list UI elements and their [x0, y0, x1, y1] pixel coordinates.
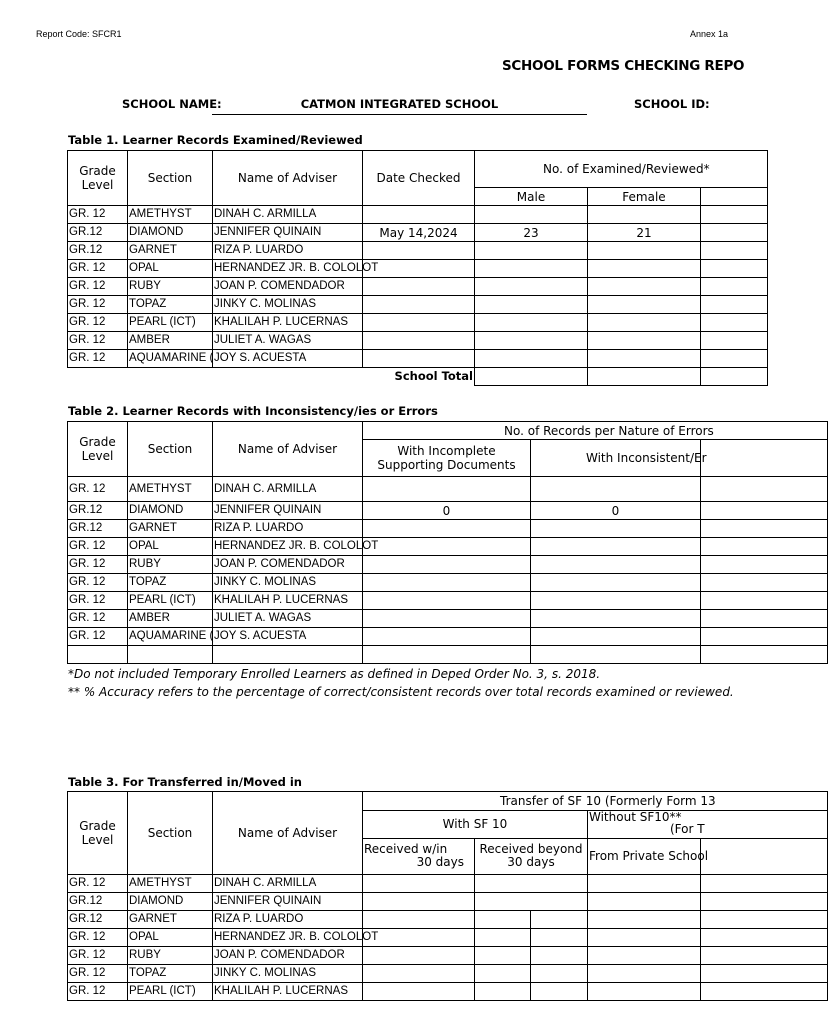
grade-cell: GR. 12 [68, 574, 128, 592]
adviser-cell: DINAH C. ARMILLA [213, 875, 363, 893]
table-row [68, 224, 768, 242]
grade-cell: GR. 12 [68, 628, 128, 646]
table3 [66, 791, 716, 1003]
extra-cell [701, 278, 768, 296]
beyond-cell-a [475, 911, 531, 929]
table-row [68, 502, 828, 520]
table-row [68, 260, 768, 278]
table-row-blank [68, 646, 828, 664]
table-row [68, 911, 828, 929]
date-cell [363, 260, 475, 278]
section-cell: RUBY [128, 947, 213, 965]
grade-cell: GR.12 [68, 520, 128, 538]
inconsistent-cell [531, 556, 701, 574]
inconsistent-cell [531, 628, 701, 646]
extra-cell [701, 242, 768, 260]
grade-cell: GR. 12 [68, 538, 128, 556]
male-cell [475, 350, 588, 368]
t1-header-female: Female [588, 188, 701, 206]
footnote-2: ** % Accuracy refers to the percentage of correct/consistent records over total records examined or reviewed. [68, 685, 734, 699]
adviser-cell: JOAN P. COMENDADOR [213, 278, 363, 296]
table-row [68, 556, 828, 574]
footnote-1: *Do not included Temporary Enrolled Learners as defined in Deped Order No. 3, s. 2018. [68, 667, 601, 681]
section-cell: GARNET [128, 911, 213, 929]
section-cell: RUBY [128, 278, 213, 296]
male-cell [475, 278, 588, 296]
grade-cell: GR. 12 [68, 278, 128, 296]
table-row [68, 592, 828, 610]
within-cell [363, 911, 475, 929]
beyond-cell-a [475, 929, 531, 947]
extra-cell [701, 947, 828, 965]
inconsistent-cell [531, 592, 701, 610]
adviser-cell: HERNANDEZ JR. B. COLOLOT [213, 929, 363, 947]
section-cell: DIAMOND [128, 502, 213, 520]
table-row [68, 983, 828, 1001]
grade-cell: GR. 12 [68, 983, 128, 1001]
blank-cell [68, 646, 128, 664]
private-cell [588, 875, 701, 893]
beyond-cell-b [531, 965, 588, 983]
table-row [68, 242, 768, 260]
adviser-cell: JOAN P. COMENDADOR [213, 556, 363, 574]
adviser-cell: RIZA P. LUARDO [213, 242, 363, 260]
table-row [68, 538, 828, 556]
table-row [68, 520, 828, 538]
incomplete-cell [363, 574, 531, 592]
t1-header-male: Male [475, 188, 588, 206]
blank-cell [363, 646, 531, 664]
total-female [588, 368, 701, 386]
date-cell [363, 332, 475, 350]
section-cell: DIAMOND [128, 893, 213, 911]
table-row [68, 929, 828, 947]
grade-cell: GR.12 [68, 224, 128, 242]
blank-cell [213, 646, 363, 664]
section-cell: DIAMOND [128, 224, 213, 242]
extra-cell [701, 893, 828, 911]
male-cell [475, 242, 588, 260]
section-cell: AMETHYST [128, 477, 213, 502]
blank-cell [531, 646, 701, 664]
grade-cell: GR. 12 [68, 206, 128, 224]
adviser-cell: JINKY C. MOLINAS [213, 965, 363, 983]
grade-cell: GR.12 [68, 502, 128, 520]
adviser-cell: RIZA P. LUARDO [213, 520, 363, 538]
private-cell [588, 947, 701, 965]
grade-cell: GR. 12 [68, 314, 128, 332]
section-cell: AMBER [128, 332, 213, 350]
school-name-label: SCHOOL NAME: [122, 97, 222, 111]
female-cell [588, 314, 701, 332]
male-cell [475, 296, 588, 314]
section-cell: GARNET [128, 520, 213, 538]
female-cell: 21 [588, 224, 701, 242]
female-cell [588, 296, 701, 314]
male-cell: 23 [475, 224, 588, 242]
table-row [68, 965, 828, 983]
extra-cell [701, 477, 828, 502]
section-cell: AQUAMARINE ( [128, 350, 213, 368]
extra-cell [701, 556, 828, 574]
t1-header-section: Section [128, 151, 213, 206]
grade-cell: GR. 12 [68, 350, 128, 368]
within-cell [363, 983, 475, 1001]
t3-header-private: From Private School [588, 838, 701, 874]
grade-cell: GR. 12 [68, 965, 128, 983]
female-cell [588, 206, 701, 224]
t2-header-inconsistent: With Inconsistent/Er [531, 440, 701, 477]
section-cell: AQUAMARINE ( [128, 628, 213, 646]
table-row [68, 332, 768, 350]
date-cell [363, 314, 475, 332]
annex-label: Annex 1a [690, 29, 729, 39]
table-row [68, 610, 828, 628]
form-title: SCHOOL FORMS CHECKING REPO [502, 58, 745, 74]
grade-cell: GR. 12 [68, 875, 128, 893]
extra-cell [701, 610, 828, 628]
adviser-cell: KHALILAH P. LUCERNAS [213, 314, 363, 332]
extra-cell [701, 538, 828, 556]
private-cell [588, 893, 701, 911]
date-cell [363, 350, 475, 368]
adviser-cell: KHALILAH P. LUCERNAS [213, 592, 363, 610]
section-cell: GARNET [128, 242, 213, 260]
adviser-cell: JULIET A. WAGAS [213, 610, 363, 628]
female-cell [588, 350, 701, 368]
school-total-row [68, 368, 768, 386]
section-cell: RUBY [128, 556, 213, 574]
extra-cell [701, 628, 828, 646]
total-male [475, 368, 588, 386]
incomplete-cell [363, 477, 531, 502]
section-cell: AMBER [128, 610, 213, 628]
date-cell [363, 278, 475, 296]
t3-header-transfer: Transfer of SF 10 (Formerly Form 13 [363, 792, 828, 811]
male-cell [475, 206, 588, 224]
section-cell: AMETHYST [128, 875, 213, 893]
section-cell: OPAL [128, 260, 213, 278]
extra-cell [701, 983, 828, 1001]
adviser-cell: JOAN P. COMENDADOR [213, 947, 363, 965]
adviser-cell: DINAH C. ARMILLA [213, 206, 363, 224]
table2-caption: Table 2. Learner Records with Inconsistency/ies or Errors [68, 404, 438, 418]
section-cell: PEARL (ICT) [128, 983, 213, 1001]
male-cell [475, 260, 588, 278]
school-id-label: SCHOOL ID: [634, 97, 710, 111]
table-row [68, 278, 768, 296]
grade-cell: GR. 12 [68, 260, 128, 278]
within-cell [363, 947, 475, 965]
section-cell: OPAL [128, 538, 213, 556]
table-row [68, 947, 828, 965]
t1-header-adviser: Name of Adviser [213, 151, 363, 206]
t2-header-section: Section [128, 422, 213, 477]
t3-header-within: Received w/in 30 days [363, 838, 475, 874]
section-cell: TOPAZ [128, 965, 213, 983]
school-name-value: CATMON INTEGRATED SCHOOL [212, 97, 587, 115]
extra-cell [701, 314, 768, 332]
incomplete-cell [363, 538, 531, 556]
table1-caption: Table 1. Learner Records Examined/Reviewed [68, 133, 363, 147]
table-row [68, 574, 828, 592]
incomplete-cell [363, 610, 531, 628]
total-blank [68, 368, 363, 386]
incomplete-cell [363, 520, 531, 538]
incomplete-cell [363, 592, 531, 610]
grade-cell: GR. 12 [68, 929, 128, 947]
extra-cell [701, 911, 828, 929]
extra-cell [701, 520, 828, 538]
inconsistent-cell [531, 520, 701, 538]
beyond-cell [475, 875, 588, 893]
adviser-cell: JULIET A. WAGAS [213, 332, 363, 350]
within-cell [363, 875, 475, 893]
table-row [68, 477, 828, 502]
inconsistent-cell [531, 477, 701, 502]
section-cell: OPAL [128, 929, 213, 947]
extra-cell [701, 296, 768, 314]
adviser-cell: JENNIFER QUINAIN [213, 893, 363, 911]
t3-header-section: Section [128, 792, 213, 875]
school-total-label: School Total [363, 368, 475, 386]
t1-header-date: Date Checked [363, 151, 475, 206]
female-cell [588, 278, 701, 296]
grade-cell: GR. 12 [68, 610, 128, 628]
adviser-cell: RIZA P. LUARDO [213, 911, 363, 929]
adviser-cell: JENNIFER QUINAIN [213, 502, 363, 520]
date-cell [363, 242, 475, 260]
extra-cell [701, 206, 768, 224]
table2 [66, 421, 714, 668]
t3-header-with-sf10: With SF 10 [363, 810, 588, 838]
private-cell [588, 983, 701, 1001]
table-row [68, 875, 828, 893]
section-cell: TOPAZ [128, 574, 213, 592]
beyond-cell-b [531, 929, 588, 947]
grade-cell: GR.12 [68, 911, 128, 929]
inconsistent-cell [531, 538, 701, 556]
total-extra [701, 368, 768, 386]
table3-caption: Table 3. For Transferred in/Moved in [68, 775, 302, 789]
grade-cell: GR.12 [68, 893, 128, 911]
beyond-cell-a [475, 965, 531, 983]
private-cell [588, 965, 701, 983]
adviser-cell: JOY S. ACUESTA [213, 350, 363, 368]
section-cell: TOPAZ [128, 296, 213, 314]
beyond-cell-b [531, 983, 588, 1001]
within-cell [363, 929, 475, 947]
extra-cell [701, 574, 828, 592]
table-row [68, 314, 768, 332]
report-code: Report Code: SFCR1 [36, 29, 122, 39]
t3-header-adviser: Name of Adviser [213, 792, 363, 875]
blank-cell [701, 646, 828, 664]
adviser-cell: JOY S. ACUESTA [213, 628, 363, 646]
incomplete-cell [363, 628, 531, 646]
extra-cell [701, 965, 828, 983]
date-cell [363, 296, 475, 314]
t3-header-beyond: Received beyond 30 days [475, 838, 588, 874]
female-cell [588, 242, 701, 260]
extra-cell [701, 260, 768, 278]
extra-cell [701, 592, 828, 610]
t2-header-incomplete: With Incomplete Supporting Documents [363, 440, 531, 477]
t3-header-grade: Grade Level [68, 792, 128, 875]
table-row [68, 350, 768, 368]
private-cell [588, 929, 701, 947]
inconsistent-cell [531, 610, 701, 628]
grade-cell: GR.12 [68, 242, 128, 260]
extra-cell [701, 224, 768, 242]
beyond-cell-a [475, 983, 531, 1001]
table-row [68, 206, 768, 224]
inconsistent-cell [531, 574, 701, 592]
incomplete-cell [363, 556, 531, 574]
beyond-cell-a [475, 947, 531, 965]
table1 [66, 150, 710, 390]
adviser-cell: KHALILAH P. LUCERNAS [213, 983, 363, 1001]
male-cell [475, 332, 588, 350]
date-cell [363, 206, 475, 224]
section-cell: PEARL (ICT) [128, 592, 213, 610]
beyond-cell-b [531, 947, 588, 965]
grade-cell: GR. 12 [68, 556, 128, 574]
grade-cell: GR. 12 [68, 592, 128, 610]
adviser-cell: JINKY C. MOLINAS [213, 296, 363, 314]
female-cell [588, 260, 701, 278]
t2-header-adviser: Name of Adviser [213, 422, 363, 477]
extra-cell [701, 332, 768, 350]
date-cell: May 14,2024 [363, 224, 475, 242]
section-cell: PEARL (ICT) [128, 314, 213, 332]
private-cell [588, 911, 701, 929]
t2-header-grade: Grade Level [68, 422, 128, 477]
extra-cell [701, 875, 828, 893]
t1-header-examined: No. of Examined/Reviewed* [475, 151, 768, 188]
grade-cell: GR. 12 [68, 947, 128, 965]
male-cell [475, 314, 588, 332]
adviser-cell: JENNIFER QUINAIN [213, 224, 363, 242]
adviser-cell: HERNANDEZ JR. B. COLOLOT [213, 260, 363, 278]
t3-header-without-sf10: Without SF10** (For T [588, 810, 828, 838]
section-cell: AMETHYST [128, 206, 213, 224]
within-cell [363, 965, 475, 983]
grade-cell: GR. 12 [68, 296, 128, 314]
table-row [68, 628, 828, 646]
grade-cell: GR. 12 [68, 332, 128, 350]
adviser-cell: HERNANDEZ JR. B. COLOLOT [213, 538, 363, 556]
extra-cell [701, 350, 768, 368]
table-row [68, 296, 768, 314]
beyond-cell [475, 893, 588, 911]
extra-cell [701, 502, 828, 520]
beyond-cell-b [531, 911, 588, 929]
t2-header-nature: No. of Records per Nature of Errors [363, 422, 828, 440]
inconsistent-cell: 0 [531, 502, 701, 520]
extra-cell [701, 929, 828, 947]
adviser-cell: JINKY C. MOLINAS [213, 574, 363, 592]
t1-header-grade: Grade Level [68, 151, 128, 206]
table-row [68, 893, 828, 911]
blank-cell [128, 646, 213, 664]
within-cell [363, 893, 475, 911]
adviser-cell: DINAH C. ARMILLA [213, 477, 363, 502]
incomplete-cell: 0 [363, 502, 531, 520]
female-cell [588, 332, 701, 350]
grade-cell: GR. 12 [68, 477, 128, 502]
